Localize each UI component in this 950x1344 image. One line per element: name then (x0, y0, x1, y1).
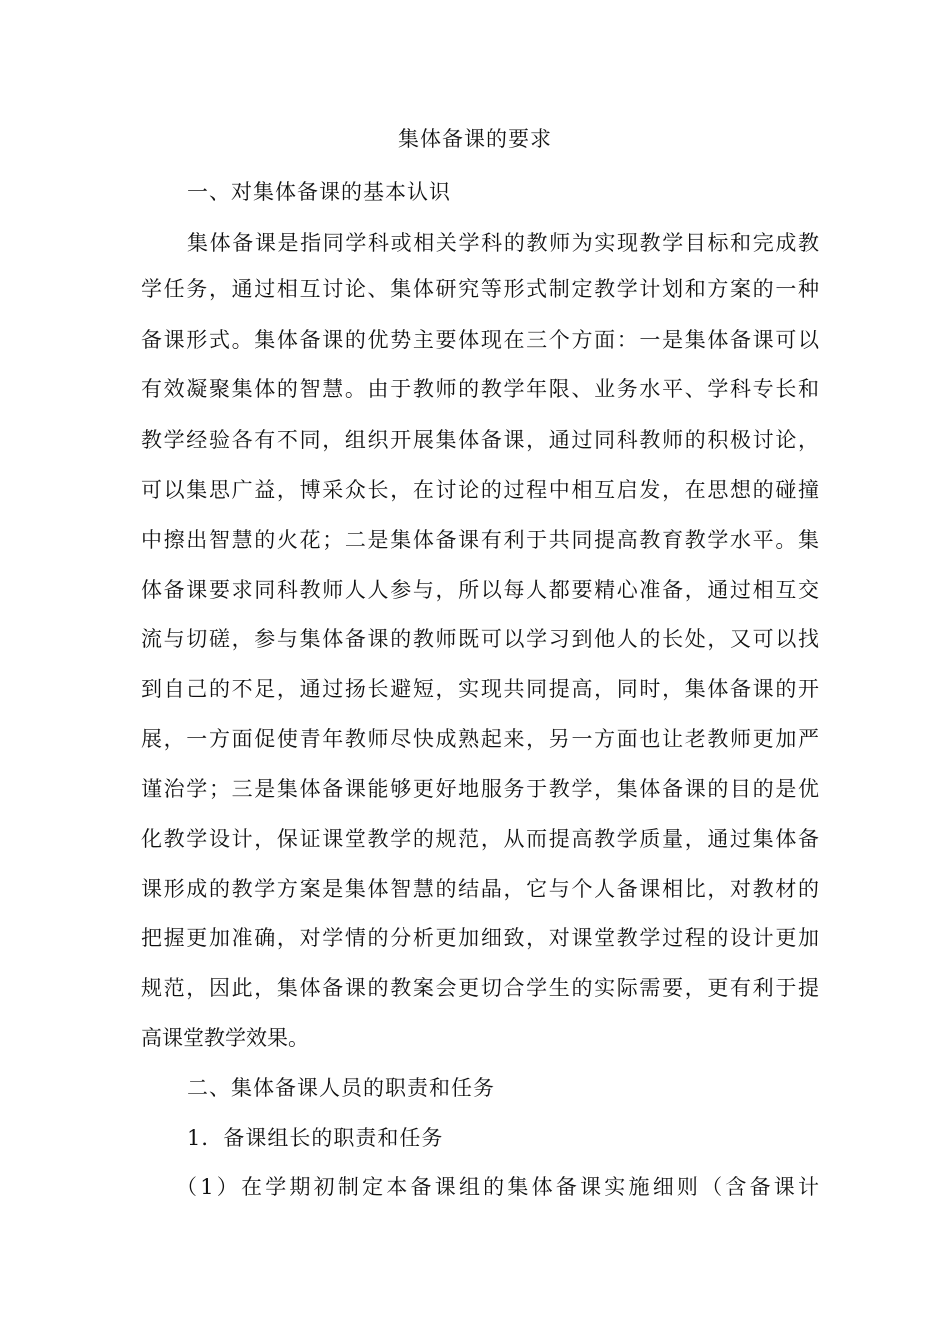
paragraph-line: 展，一方面促使青年教师尽快成熟起来，另一方面也让老教师更加严 (141, 727, 819, 751)
paragraph-line: 教学经验各有不同，组织开展集体备课，通过同科教师的积极讨论， (141, 428, 819, 452)
paragraph-line: 流与切磋，参与集体备课的教师既可以学习到他人的长处，又可以找 (141, 627, 819, 651)
document-title: 集体备课的要求 (398, 127, 552, 151)
section-2-subheading: 1．备课组长的职责和任务 (187, 1126, 444, 1150)
paragraph-line: 高课堂教学效果。 (141, 1026, 309, 1050)
paragraph-line: 可以集思广益，博采众长，在讨论的过程中相互启发，在思想的碰撞 (141, 478, 819, 502)
paragraph-line: 集体备课是指同学科或相关学科的教师为实现教学目标和完成教 (187, 231, 819, 255)
paragraph-line: 中擦出智慧的火花；二是集体备课有利于共同提高教育教学水平。集 (141, 528, 819, 552)
paragraph-line: 把握更加准确，对学情的分析更加细致，对课堂教学过程的设计更加 (141, 926, 819, 950)
section-1-heading: 一、对集体备课的基本认识 (187, 180, 451, 204)
section-2-heading: 二、集体备课人员的职责和任务 (187, 1076, 495, 1100)
paragraph-line: 体备课要求同科教师人人参与，所以每人都要精心准备，通过相互交 (141, 578, 819, 602)
paragraph-line: 到自己的不足，通过扬长避短，实现共同提高，同时，集体备课的开 (141, 677, 819, 701)
paragraph-line: 化教学设计，保证课堂教学的规范，从而提高教学质量，通过集体备 (141, 827, 819, 851)
paragraph-line: 备课形式。集体备课的优势主要体现在三个方面：一是集体备课可以 (141, 328, 819, 352)
paragraph-line: 规范，因此，集体备课的教案会更切合学生的实际需要，更有利于提 (141, 976, 819, 1000)
paragraph-line: 谨治学；三是集体备课能够更好地服务于教学，集体备课的目的是优 (141, 777, 819, 801)
list-item: （1）在学期初制定本备课组的集体备课实施细则（含备课计 (176, 1175, 819, 1199)
paragraph-line: 有效凝聚集体的智慧。由于教师的教学年限、业务水平、学科专长和 (141, 377, 819, 401)
paragraph-line: 课形成的教学方案是集体智慧的结晶，它与个人备课相比，对教材的 (141, 877, 819, 901)
paragraph-line: 学任务，通过相互讨论、集体研究等形式制定教学计划和方案的一种 (141, 277, 819, 301)
